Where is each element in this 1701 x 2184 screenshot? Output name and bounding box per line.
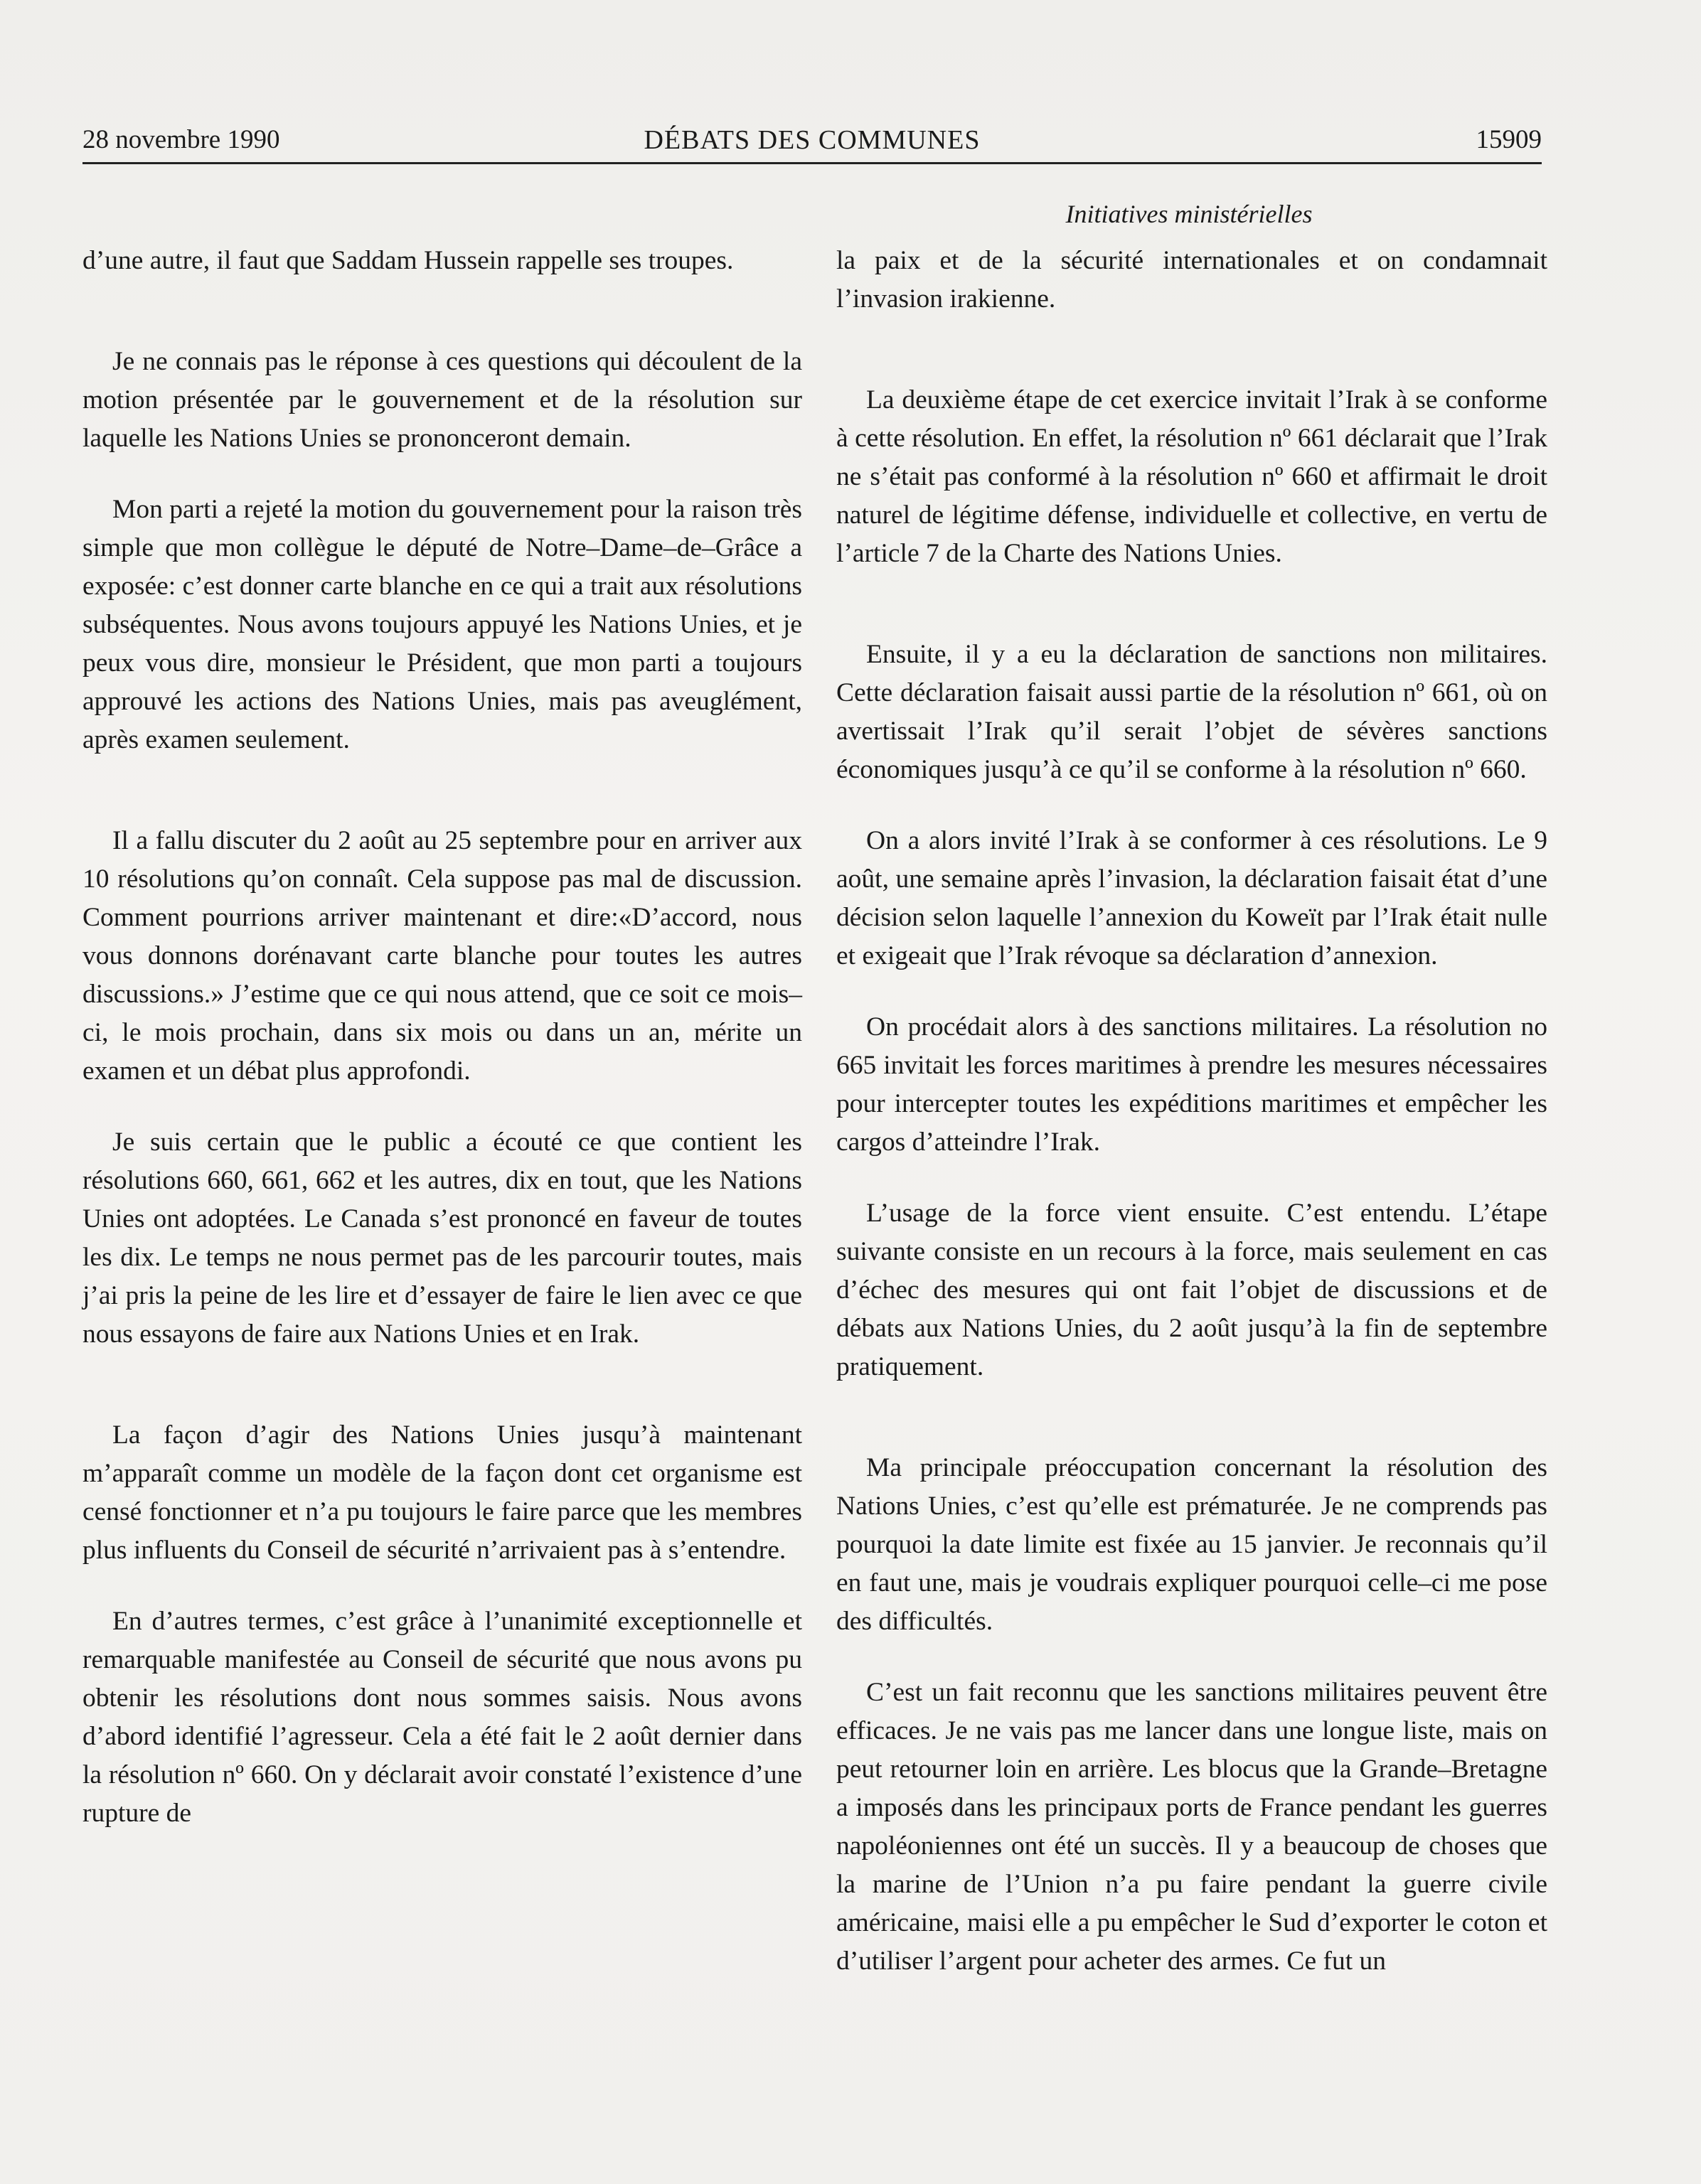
paragraph: En d’autres termes, c’est grâce à l’unanimité exceptionnelle et remarquable manifestée au Conseil de sécurité que nous avons pu obtenir les résolutions dont nous sommes saisis. Nous avons d’abord identifié l’agresseur. Cela a été fait le 2 août dernier dans la résolution nº 660. On y déclarait avoir constaté l’existence d’une rupture de [82,1607,802,1828]
header-date: 28 novembre 1990 [82,125,280,154]
paragraph: Je suis certain que le public a écouté ce que contient les résolutions 660, 661, 662 et les autres, dix en tout, que les Nations Unies ont adoptées. Le Canada s’est prononcé en faveur de toutes les dix. Le temps ne nous permet pas de les parcourir toutes, mais j’ai pris la peine de les lire et d’essayer de faire le lien avec ce que nous essayons de faire aux Nations Unies et en Irak. [82,1128,802,1349]
left-column [82,242,802,1866]
paragraph: C’est un fait reconnu que les sanctions militaires peuvent être efficaces. Je ne vais pas me lancer dans une longue liste, mais on peut retourner loin en arrière. Les blocus que la Grande–Bretagne a imposés dans les principaux ports de France pendant les guerres napoléoniennes ont été un succès. Il y a beaucoup de choses que la marine de l’Union n’a pu faire pendant la guerre civile américaine, maisi elle a pu empêcher le Sud d’exporter le coton et d’utiliser l’argent pour acheter des armes. Ce fut un [836,1678,1547,1976]
paragraph: La façon d’agir des Nations Unies jusqu’à maintenant m’apparaît comme un modèle de la façon dont cet organisme est censé fonctionner et n’a pu toujours le faire parce que les membres plus influents du Conseil de sécurité n’arrivaient pas à s’entendre. [82,1420,802,1565]
header-page-number: 15909 [1476,125,1542,154]
paragraph: On a alors invité l’Irak à se conformer à ces résolutions. Le 9 août, une semaine après l’invasion, la déclaration faisait état d’une décision selon laquelle l’annexion du Koweït par l’Irak était nulle et exigeait que l’Irak révoque sa déclaration d’annexion. [836,826,1547,970]
paragraph: On procédait alors à des sanctions militaires. La résolution no 665 invitait les forces maritimes à prendre les mesures nécessaires pour intercepter toutes les expéditions maritimes et empêcher les cargos d’atteindre l’Irak. [836,1012,1547,1157]
paragraph: La deuxième étape de cet exercice invitait l’Irak à se conforme à cette résolution. En effet, la résolution nº 661 déclarait que l’Irak ne s’était pas conformé à la résolution nº 660 et affirmait le droit naturel de légitime défense, individuelle et collective, en vertu de l’article 7 de la Charte des Nations Unies. [836,385,1547,568]
running-header [82,122,1542,164]
paragraph: Ma principale préoccupation concernant la résolution des Nations Unies, c’est qu’elle est prématurée. Je ne comprends pas pourquoi la date limite est fixée au 15 janvier. Je reconnais qu’il en faut une, mais je voudrais expliquer pourquoi celle–ci me pose des difficultés. [836,1453,1547,1636]
paragraph: Ensuite, il y a eu la déclaration de sanctions non militaires. Cette déclaration faisait aussi partie de la résolution nº 661, où on avertissait l’Irak qu’il serait l’objet de sévères sanctions économiques jusqu’à ce qu’il se conforme à la résolution nº 660. [836,640,1547,784]
paragraph: d’une autre, il faut que Saddam Hussein rappelle ses troupes. [82,246,734,275]
header-title: DÉBATS DES COMMUNES [644,125,981,155]
paragraph: Je ne connais pas le réponse à ces questions qui découlent de la motion présentée par le gouvernement et de la résolution sur laquelle les Nations Unies se prononceront demain. [82,347,802,453]
paragraph: Mon parti a rejeté la motion du gouvernement pour la raison très simple que mon collègue le député de Notre–Dame–de–Grâce a exposée: c’est donner carte blanche en ce qui a trait aux résolutions subséquentes. Nous avons toujours appuyé les Nations Unies, et je peux vous dire, monsieur le Président, que mon parti a toujours approuvé les actions des Nations Unies, mais pas aveuglément, après examen seulement. [82,495,802,754]
right-column [836,242,1547,2013]
paragraph: la paix et de la sécurité internationales et on condamnait l’invasion irakienne. [836,246,1547,314]
paragraph: L’usage de la force vient ensuite. C’est entendu. L’étape suivante consiste en un recours à la force, mais seulement en cas d’échec des mesures qui ont fait l’objet de discussions et de débats aux Nations Unies, du 2 août jusqu’à la fin de septembre pratiquement. [836,1199,1547,1381]
paragraph: Il a fallu discuter du 2 août au 25 septembre pour en arriver aux 10 résolutions qu’on connaît. Cela suppose pas mal de discussion. Comment pourrions arriver maintenant et dire:«D’accord, nous vous donnons dorénavant carte blanche pour toutes les autres discussions.» J’estime que ce qui nous attend, que ce soit ce mois–ci, le mois prochain, dans six mois ou dans un an, mérite un examen et un débat plus approfondi. [82,826,802,1086]
section-rubric: Initiatives ministérielles [1065,200,1313,228]
